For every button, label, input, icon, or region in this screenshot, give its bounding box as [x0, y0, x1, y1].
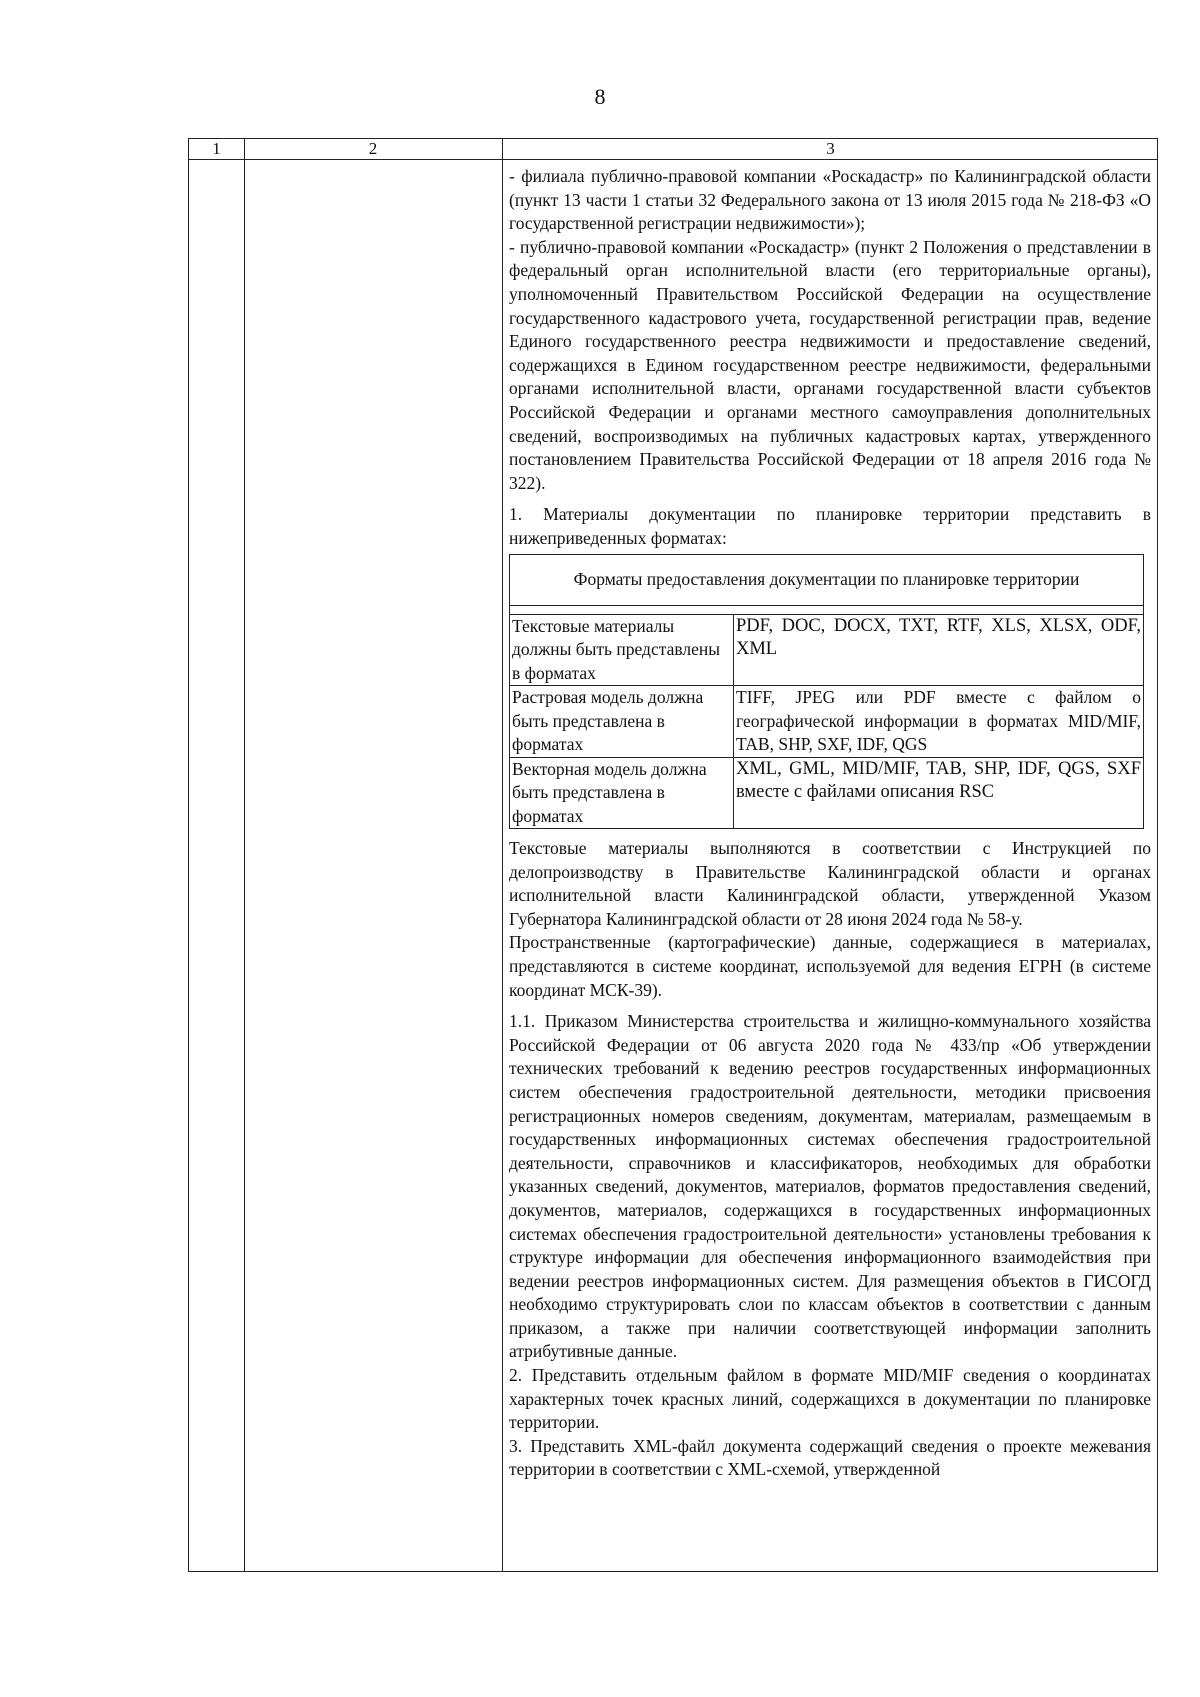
- format-value: PDF, DOC, DOCX, TXT, RTF, XLS, XLSX, ODF, XML: [734, 614, 1144, 686]
- header-divider: [189, 159, 1157, 160]
- paragraph-text-materials: Текстовые материалы выполняются в соответствии с Инструкцией по делопроизводству в Правительстве Калининградской области и органах исполнительной власти Калининградской области, утвержденной Указом Губернатора Калининградской области от 28 июня 2024 года № 58-у.: [509, 838, 1151, 929]
- formats-table-title: Форматы предоставления документации по планировке территории: [510, 555, 1143, 606]
- formats-grid: [510, 614, 1143, 829]
- format-label: Векторная модель должна быть представлена в форматах: [510, 757, 734, 828]
- column-header-2: 2: [368, 139, 378, 158]
- table-row: [510, 614, 1143, 686]
- main-table: [188, 138, 1158, 1572]
- column-header-1: 1: [212, 139, 221, 158]
- column-3-content: [509, 165, 1151, 1482]
- paragraph-item-1: 1. Материалы документации по планировке территории представить в нижеприведенных форматах:: [509, 504, 1151, 548]
- paragraph-roskadastr-regulation: - публично-правовой компании «Роскадастр» (пункт 2 Положения о представлении в федеральный орган исполнительной власти (его территориальные органы), уполномоченный Правительством Российской Федерации на осуществление государственного кадастрового учета, государственной регистрации прав, ведение Единого государственного реестра недвижимости и предоставление сведений, содержащихся в Едином государственном реестре недвижимости, федеральными органами исполнительной власти, органами государственной власти субъектов Российской Федерации и органами местного самоуправления дополнительных сведений, воспроизводимых на публичных кадастровых картах, утвержденного постановлением Правительства Российской Федерации от 18 апреля 2016 года № 322).: [509, 236, 1151, 493]
- paragraph-branch-roskadastr: - филиала публично-правовой компании «Роскадастр» по Калининградской области (пункт 13 части 1 статьи 32 Федерального закона от 13 июля 2015 года № 218-ФЗ «О государственной регистрации недвижимости»);: [509, 166, 1151, 234]
- format-label: Текстовые материалы должны быть представлены в форматах: [510, 614, 734, 686]
- format-value: XML, GML, MID/MIF, TAB, SHP, IDF, QGS, SXF вместе с файлами описания RSC: [734, 757, 1144, 828]
- table-row: [510, 757, 1143, 828]
- column-header-3: 3: [826, 139, 835, 158]
- format-label: Растровая модель должна быть представлена в форматах: [510, 686, 734, 758]
- table-row: [510, 686, 1143, 758]
- column-divider-2: [502, 139, 503, 1571]
- paragraph-spatial-data: Пространственные (картографические) данные, содержащиеся в материалах, представляются в системе координат, используемой для ведения ЕГРН (в системе координат МСК-39).: [509, 932, 1151, 1000]
- paragraph-item-3: 3. Представить XML-файл документа содержащий сведения о проекте межевания территории в соответствии с XML-схемой, утвержденной: [509, 1435, 1151, 1480]
- paragraph-item-1-1: 1.1. Приказом Министерства строительства и жилищно-коммунального хозяйства Российской Федерации от 06 августа 2020 года № 433/пр «Об утверждении технических требований к ведению реестров государственных информационных систем обеспечения градостроительной деятельности, методики присвоения регистрационных номеров сведениям, документам, материалам, размещаемым в государственных информационных системах обеспечения градостроительной деятельности, справочников и классификаторов, необходимых для обработки указанных сведений, документов, материалов, форматов предоставления сведений, документов, материалов, содержащихся в государственных информационных системах обеспечения градостроительной деятельности» установлены требования к структуре информации для обеспечения информационного взаимодействия при ведении реестров информационных систем. Для размещения объектов в ГИСОГД необходимо структурировать слои по классам объектов в соответствии с данным приказом, а также при наличии соответствующей информации заполнить атрибутивные данные.: [509, 1011, 1151, 1362]
- format-value: TIFF, JPEG или PDF вместе с файлом о географической информации в форматах MID/MIF, TAB, SHP, SXF, IDF, QGS: [734, 686, 1144, 758]
- page-number: 8: [594, 84, 606, 109]
- formats-table: [509, 554, 1144, 830]
- column-divider-1: [244, 139, 245, 1571]
- paragraph-item-2: 2. Представить отдельным файлом в формате MID/MIF сведения о координатах характерных точек красных линий, содержащихся в документации по планировке территории.: [509, 1365, 1151, 1433]
